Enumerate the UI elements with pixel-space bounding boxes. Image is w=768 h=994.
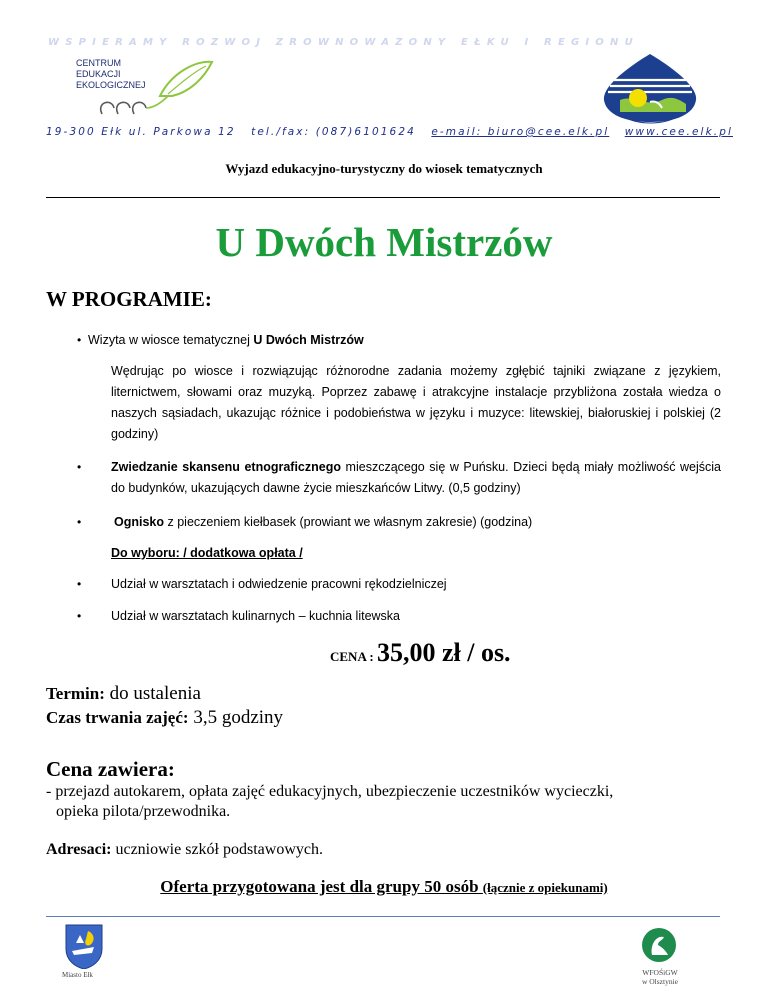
audience-label: Adresaci: — [46, 841, 112, 858]
termin — [46, 683, 201, 705]
contact-phone: tel./fax: (087)6101624 — [251, 126, 416, 138]
price-value: 35,00 zł / os. — [376, 638, 511, 667]
header-divider — [46, 197, 720, 198]
header-tagline: WSPIERAMY ROZWÓJ ZRÓWNOWAŻONY EŁKU I REGIONU — [48, 37, 639, 48]
contact-email-link[interactable]: e-mail: biuro@cee.elk.pl — [431, 126, 610, 138]
cee-logo — [72, 52, 232, 120]
contact-address: 19-300 Ełk ul. Parkowa 12 — [46, 126, 236, 138]
ese-logo — [590, 50, 710, 130]
program-heading: W PROGRAMIE: — [46, 287, 212, 311]
price-label: CENA : — [330, 649, 377, 664]
duration-value: 3,5 godziny — [188, 707, 284, 728]
document-subtitle: Wyjazd edukacyjno-turystyczny do wiosek tematycznych — [225, 161, 543, 176]
price — [330, 638, 511, 668]
elk-coat-of-arms-icon — [64, 923, 104, 969]
includes-heading: Cena zawiera: — [46, 757, 175, 781]
ese-emblem-icon — [590, 50, 710, 130]
program-item-2: • Zwiedzanie skansenu etnograficznego mieszczącego się w Puńsku. Dzieci będą miały możliwość wejścia do budynków, ukazujących dawne życie mieszkańców Litwy. (0,5 godziny) — [88, 457, 721, 499]
termin-label: Termin: — [46, 684, 105, 703]
contact-website-link[interactable]: www.cee.elk.pl — [624, 126, 733, 138]
duration — [46, 707, 283, 729]
footer-divider — [46, 916, 720, 917]
duration-label: Czas trwania zajęć: — [46, 708, 189, 727]
termin-value: do ustalenia — [104, 683, 201, 704]
wfosigw-logo-icon — [640, 925, 678, 965]
includes-body: - przejazd autokarem, opłata zajęć edukacyjnych, ubezpieczenie uczestników wycieczki, opieka pilota/przewodnika. — [46, 783, 614, 820]
page-title: U Dwóch Mistrzów — [215, 219, 553, 265]
program-item-3: • Ognisko z pieczeniem kiełbasek (prowiant we własnym zakresie) (godzina) — [88, 512, 532, 533]
program-item-1: • Wizyta w wiosce tematycznej U Dwóch Mistrzów — [88, 330, 364, 351]
optional-item-2: • Udział w warsztatach kulinarnych – kuchnia litewska — [88, 606, 400, 627]
wfosigw-label: WFOŚiGW w Olsztynie — [641, 968, 679, 986]
offer-note: Oferta przygotowana jest dla grupy 50 osób (łącznie z opiekunami) — [160, 877, 608, 896]
audience — [46, 841, 323, 859]
optional-label: Do wyboru: / dodatkowa opłata / — [111, 546, 303, 560]
contact-line — [46, 126, 743, 138]
audience-value: uczniowie szkół podstawowych. — [111, 841, 323, 858]
elk-city-label: Miasto Ełk — [62, 971, 93, 979]
optional-item-1: • Udział w warsztatach i odwiedzenie pracowni rękodzielniczej — [88, 574, 447, 595]
cee-logo-text: CENTRUM EDUKACJI EKOLOGICZNEJ — [76, 58, 146, 90]
program-item-1-description: Wędrując po wiosce i rozwiązując różnorodne zadania możemy zgłębić tajniki związane z językiem, liternictwem, słowami oraz muzyką. Poprzez zabawę i atrakcyjne instalacje przybliżona została wiedza o naszych sąsiadach, ukazując różnice i podobieństwa w języku i muzyce: litewskiej, białoruskiej i polskiej (2 godziny) — [111, 364, 721, 441]
